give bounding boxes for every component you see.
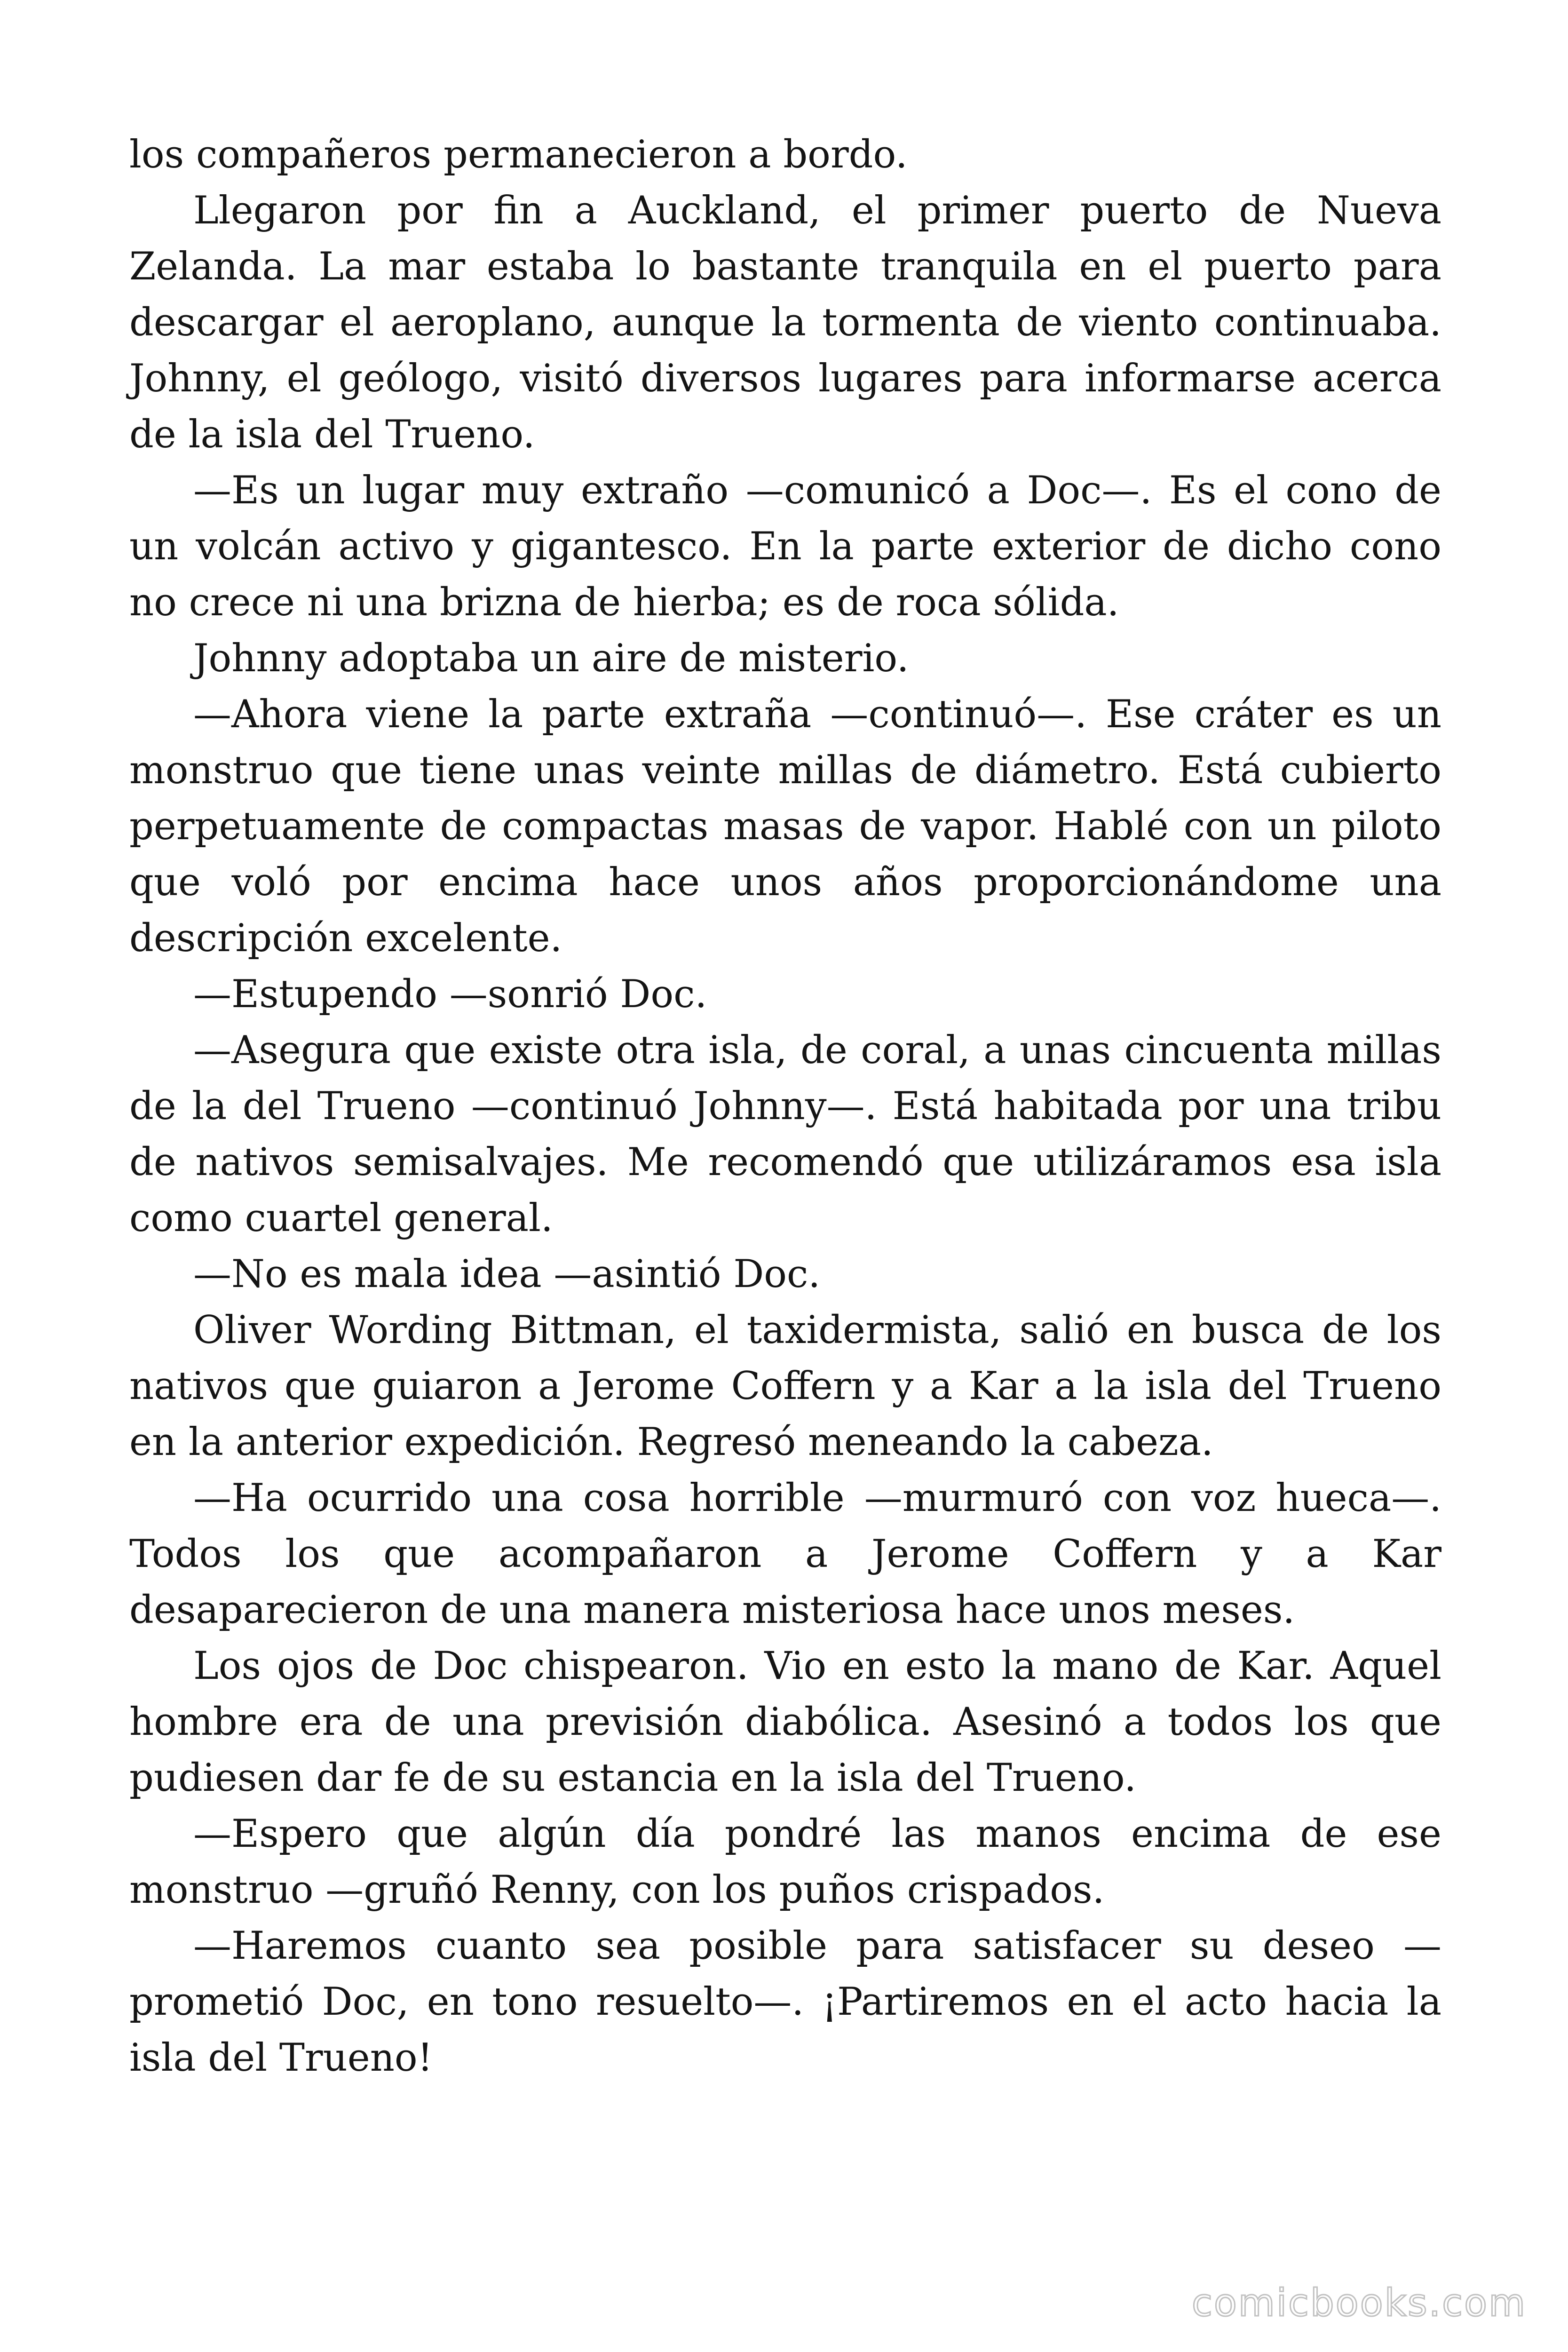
paragraph-9: Oliver Wording Bittman, el taxidermista, salió en busca de los nativos que guiaron a Jerome Coffern y a Kar a la isla del Trueno en la anterior expedición. Regresó meneando la cabeza. (129, 1308, 1441, 1464)
body-text (129, 127, 1441, 2086)
paragraph-3: —Es un lugar muy extraño —comunicó a Doc—. Es el cono de un volcán activo y gigantesco. En la parte exterior de dicho cono no crece ni una brizna de hierba; es de roca sólida. (129, 469, 1441, 625)
paragraph-1: los compañeros permanecieron a bordo. (129, 133, 908, 177)
paragraph-13: —Haremos cuanto sea posible para satisfacer su deseo —prometió Doc, en tono resuelto—. ¡Partiremos en el acto hacia la isla del Trueno! (129, 1924, 1441, 2080)
paragraph-11: Los ojos de Doc chispearon. Vio en esto la mano de Kar. Aquel hombre era de una previsión diabólica. Asesinó a todos los que pudiesen dar fe de su estancia en la isla del Trueno. (129, 1644, 1441, 1800)
paragraph-10: —Ha ocurrido una cosa horrible —murmuró con voz hueca—. Todos los que acompañaron a Jerome Coffern y a Kar desaparecieron de una manera misteriosa hace unos meses. (129, 1476, 1441, 1632)
paragraph-4: Johnny adoptaba un aire de misterio. (193, 636, 909, 681)
paragraph-2: Llegaron por fin a Auckland, el primer puerto de Nueva Zelanda. La mar estaba lo bastante tranquila en el puerto para descargar el aeroplano, aunque la tormenta de viento continuaba. Johnny, el geólogo, visitó diversos lugares para informarse acerca de la isla del Trueno. (129, 189, 1441, 457)
paragraph-7: —Asegura que existe otra isla, de coral, a unas cincuenta millas de la del Trueno —continuó Johnny—. Está habitada por una tribu de nativos semisalvajes. Me recomendó que utilizáramos esa isla como cuartel general. (129, 1028, 1441, 1240)
watermark: comicbooks.com (1191, 2281, 1527, 2325)
paragraph-6: —Estupendo —sonrió Doc. (193, 972, 707, 1017)
paragraph-8: —No es mala idea —asintió Doc. (193, 1252, 821, 1296)
paragraph-5: —Ahora viene la parte extraña —continuó—. Ese cráter es un monstruo que tiene unas veinte millas de diámetro. Está cubierto perpetuamente de compactas masas de vapor. Hablé con un piloto que voló por encima hace unos años proporcionándome una descripción excelente. (129, 692, 1441, 961)
paragraph-12: —Espero que algún día pondré las manos encima de ese monstruo —gruñó Renny, con los puños crispados. (129, 1812, 1441, 1912)
